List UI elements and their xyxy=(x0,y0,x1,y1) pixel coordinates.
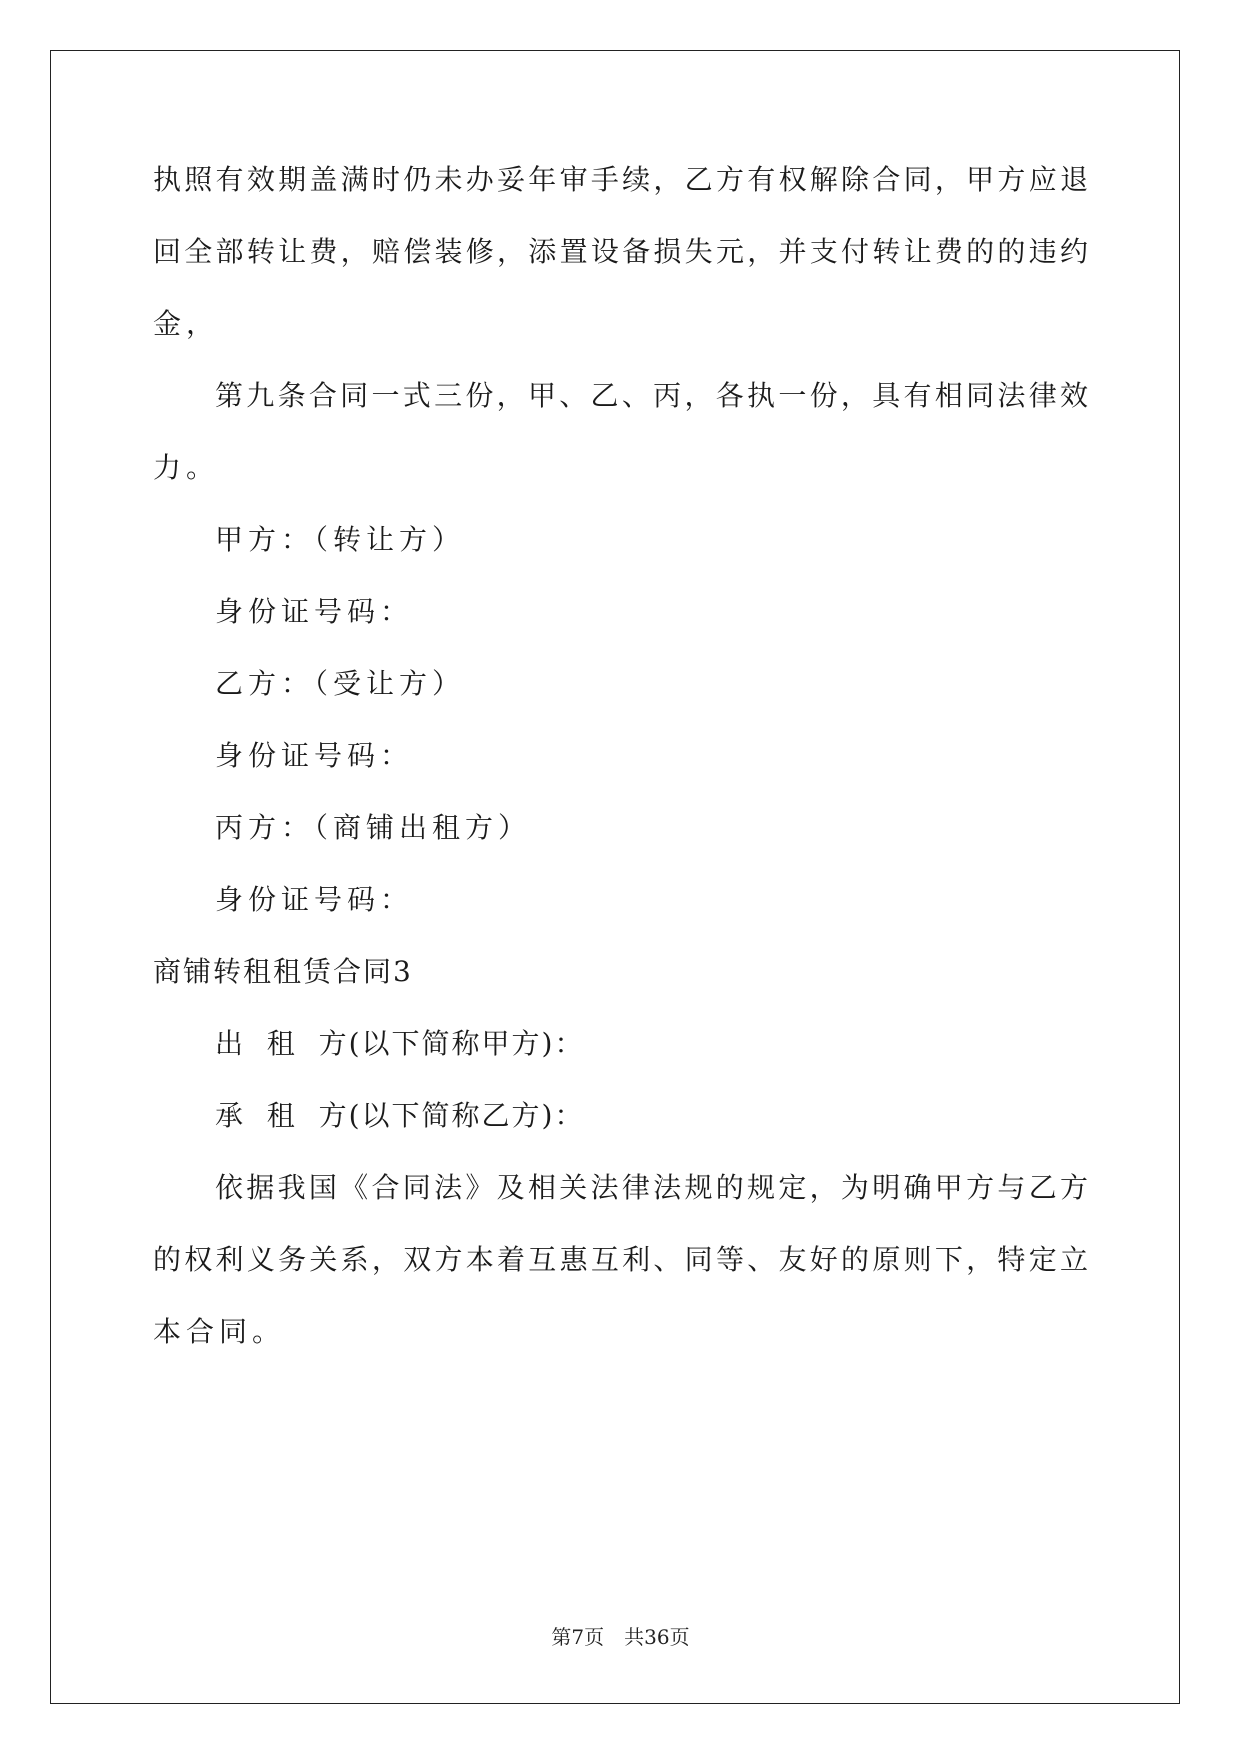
party-c-label: 丙方：（商铺出租方） xyxy=(215,811,532,844)
paragraph-line: 金， xyxy=(153,307,220,340)
page-border xyxy=(50,50,1180,1704)
page-number: 第7页 共36页 xyxy=(551,1625,690,1649)
paragraph-line: 依据我国《合同法》及相关法律法规的规定，为明确甲方与乙方 xyxy=(215,1171,1088,1204)
party-c-id-label: 身份证号码： xyxy=(215,883,414,916)
party-b-id-label: 身份证号码： xyxy=(215,739,414,772)
party-a-id-label: 身份证号码： xyxy=(215,595,414,628)
party-a-label: 甲方：（转让方） xyxy=(215,523,466,556)
paragraph-line: 回全部转让费，赔偿装修，添置设备损失元，并支付转让费的的违约 xyxy=(153,235,1088,268)
lessee-label: 承 租 方(以下简称乙方)： xyxy=(215,1099,585,1132)
lessor-label: 出 租 方(以下简称甲方)： xyxy=(215,1027,585,1060)
paragraph-line: 第九条合同一式三份，甲、乙、丙，各执一份，具有相同法律效 xyxy=(215,379,1088,412)
paragraph-line: 力。 xyxy=(153,451,220,484)
paragraph-line: 的权利义务关系，双方本着互惠互利、同等、友好的原则下，特定立 xyxy=(153,1243,1088,1276)
paragraph-line: 本合同。 xyxy=(153,1315,286,1348)
party-b-label: 乙方：（受让方） xyxy=(215,667,466,700)
section-title: 商铺转租租赁合同3 xyxy=(153,955,413,988)
paragraph-line: 执照有效期盖满时仍未办妥年审手续，乙方有权解除合同，甲方应退 xyxy=(153,163,1088,196)
